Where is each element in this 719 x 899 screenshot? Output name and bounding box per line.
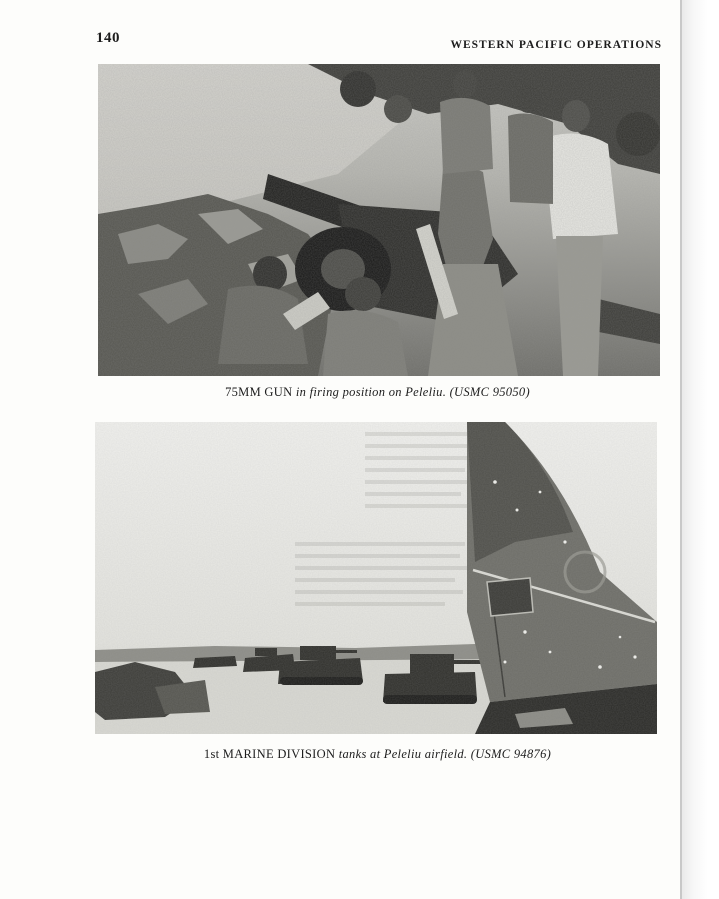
page-number: 140 (96, 30, 120, 46)
running-head: WESTERN PACIFIC OPERATIONS (450, 39, 662, 51)
photo-tanks-airfield-image (95, 422, 657, 734)
caption-1-lead: 75MM GUN (225, 385, 293, 399)
photo-75mm-gun-image (98, 64, 660, 376)
figure-caption-2 (95, 747, 660, 762)
caption-2-lead: 1st MARINE DIVISION (203, 747, 336, 761)
photo-75mm-gun (98, 64, 660, 376)
figure-caption-1 (95, 385, 660, 400)
page-gutter (682, 0, 719, 899)
photo-tanks-airfield (95, 422, 657, 734)
caption-2-italic: tanks at Peleliu airfield. (USMC 94876) (338, 747, 552, 761)
caption-1-italic: in firing position on Peleliu. (USMC 95050) (295, 385, 530, 399)
